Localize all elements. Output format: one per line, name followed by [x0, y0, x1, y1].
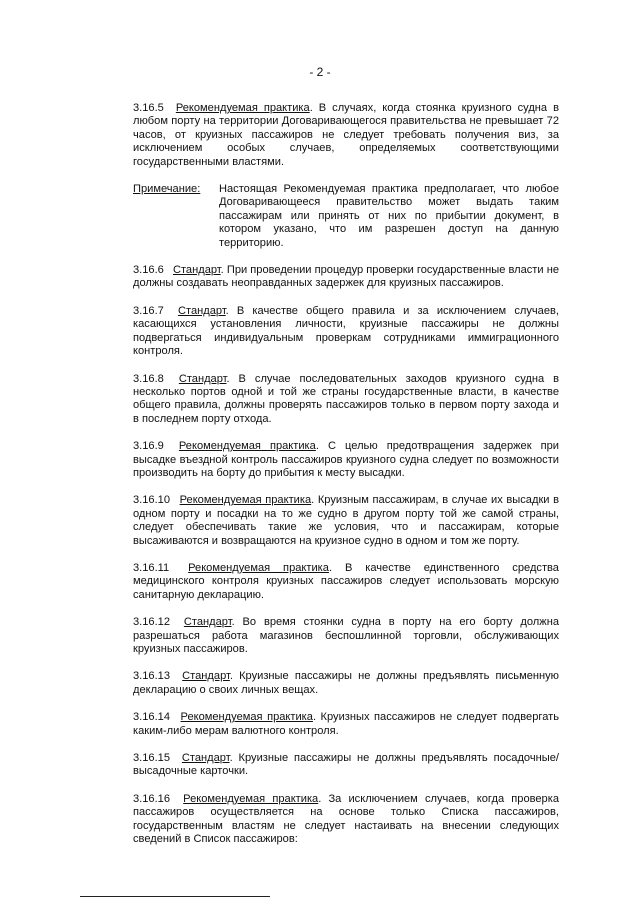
paragraph-number: 3.16.15	[133, 752, 171, 765]
paragraph-3-16-13: 3.16.13 Стандарт. Круизные пассажиры не должны предъявлять письменную декларацию о своих личных вещах.	[133, 670, 559, 696]
paragraph-type: Рекомендуемая практика	[178, 440, 316, 453]
paragraph-number: 3.16.13	[133, 670, 171, 683]
paragraph-number: 3.16.5	[133, 102, 164, 114]
paragraph-text: Во время стоянки судна в порту на его борту должна разрешаться работа магазинов беспошлинной торговли, обслуживающих круизных пассажиров.	[133, 616, 559, 655]
paragraph-3-16-5: 3.16.5 Рекомендуемая практика. В случаях, когда стоянка круизного судна в любом порту на территории Договаривающегося правительства не превышает 72 часов, от круизных пассажиров не следует требовать получения виз, за исключением особых случаев, определяемых соответствующими государственными властями.	[133, 102, 559, 168]
paragraph-type: Рекомендуемая практика	[179, 494, 312, 507]
paragraph-text: В качестве общего правила и за исключением случаев, касающихся установления личности, круизные пассажиры не должны подвергаться индивидуальным проверкам сотрудниками иммиграционного контроля.	[133, 304, 559, 358]
paragraph-3-16-11: 3.16.11 Рекомендуемая практика. В качестве единственного средства медицинского контроля круизных пассажиров следует использовать морскую санитарную декларацию.	[133, 561, 559, 601]
paragraph-type: Рекомендуемая практика	[188, 561, 329, 574]
paragraph-3-16-9: 3.16.9 Рекомендуемая практика. С целью предотвращения задержек при высадке въездной контроль пассажиров круизного судна следует по возможности производить на борту до прибытия к месту высадки.	[133, 440, 559, 479]
paragraph-3-16-8: 3.16.8 Стандарт. В случае последовательных заходов круизного судна в несколько портов одной и той же страны государственные власти, в качестве общего правила, должны проверять пассажиров только в первом порту захода и в последнем порту отхода.	[133, 372, 559, 425]
paragraph-text: С целью предотвращения задержек при высадке въездной контроль пассажиров круизного судна следует по возможности производить на борту до прибытия к месту высадки.	[133, 440, 559, 479]
paragraph-type: Стандарт	[172, 264, 221, 277]
paragraph-3-16-7: 3.16.7 Стандарт. В качестве общего правила и за исключением случаев, касающихся установления личности, круизные пассажиры не должны подвергаться индивидуальным проверкам сотрудниками иммиграционного контроля.	[133, 304, 559, 358]
document-body	[133, 102, 559, 860]
paragraph-text: При проведении процедур проверки государственные власти не должны создавать неоправданных задержек для круизных пассажиров.	[133, 264, 559, 290]
paragraph-text: Круизные пассажиры не должны предъявлять посадочные/высадочные карточки.	[133, 752, 559, 778]
paragraph-3-16-14: 3.16.14 Рекомендуемая практика. Круизных пассажиров не следует подвергать каким-либо мерам валютного контроля.	[133, 711, 559, 737]
paragraph-type: Рекомендуемая практика	[183, 792, 319, 805]
paragraph-3-16-12: 3.16.12 Стандарт. Во время стоянки судна в порту на его борту должна разрешаться работа магазинов беспошлинной торговли, обслуживающих круизных пассажиров.	[133, 616, 559, 655]
paragraph-number: 3.16.8	[133, 372, 164, 385]
paragraph-type: Стандарт	[183, 616, 232, 629]
paragraph-number: 3.16.7	[133, 304, 164, 317]
note-text: Настоящая Рекомендуемая практика предполагает, что любое Договаривающееся правительство может выдать таким пассажирам или принять от них по прибытии документ, в котором указано, что им разрешен доступ на данную территорию.	[219, 183, 559, 249]
paragraph-number: 3.16.14	[133, 711, 171, 724]
paragraph-text: В случае последовательных заходов круизного судна в несколько портов одной и той же страны государственные власти, в качестве общего правила, должны проверять пассажиров только в первом порту захода и в последнем порту отхода.	[133, 372, 559, 425]
paragraph-number: 3.16.11	[133, 561, 170, 574]
paragraph-text: В качестве единственного средства медицинского контроля круизных пассажиров следует использовать морскую санитарную декларацию.	[133, 561, 559, 601]
paragraph-type: Стандарт	[182, 670, 230, 683]
note	[133, 183, 559, 250]
paragraph-type: Стандарт	[181, 752, 230, 765]
paragraph-3-16-6: 3.16.6 Стандарт. При проведении процедур проверки государственные власти не должны создавать неоправданных задержек для круизных пассажиров.	[133, 264, 559, 290]
paragraph-number: 3.16.9	[133, 440, 164, 453]
paragraph-type: Рекомендуемая практика	[175, 102, 310, 114]
paragraph-number: 3.16.10	[133, 494, 171, 507]
paragraph-3-16-15: 3.16.15 Стандарт. Круизные пассажиры не должны предъявлять посадочные/высадочные карточки.	[133, 752, 559, 778]
paragraph-3-16-10: 3.16.10 Рекомендуемая практика. Круизным пассажирам, в случае их высадки в одном порту и посадки на то же судно в другом порту той же самой страны, следует обеспечивать такие же условия, что и пассажирам, которые высаживаются и возвращаются на круизное судно в одном и том же порту.	[133, 494, 559, 547]
paragraph-type: Стандарт	[177, 304, 226, 317]
paragraph-number: 3.16.6	[133, 264, 164, 277]
note-label: Примечание:	[133, 183, 201, 196]
paragraph-text: Круизных пассажиров не следует подвергать каким-либо мерам валютного контроля.	[133, 711, 559, 737]
paragraph-number: 3.16.12	[133, 616, 171, 629]
paragraph-text: Круизные пассажиры не должны предъявлять письменную декларацию о своих личных вещах.	[133, 670, 559, 696]
paragraph-text: Круизным пассажирам, в случае их высадки в одном порту и посадки на то же судно в другом порту той же самой страны, следует обеспечивать такие же условия, что и пассажирам, которые высаживаются и возвращаются на круизное судно в одном и том же порту.	[133, 494, 559, 547]
paragraph-type: Стандарт	[178, 372, 227, 385]
paragraph-3-16-16: 3.16.16 Рекомендуемая практика. За исключением случаев, когда проверка пассажиров осуществляется на основе только Списка пассажиров, государственным властям не следует настаивать на внесении следующих сведений в Список пассажиров:	[133, 792, 559, 846]
paragraph-text: За исключением случаев, когда проверка пассажиров осуществляется на основе только Списка пассажиров, государственным властям не следует настаивать на внесении следующих сведений в Список пассажиров:	[133, 792, 559, 846]
page-number: - 2 -	[309, 65, 331, 79]
footnote-divider	[80, 896, 270, 897]
paragraph-number: 3.16.16	[133, 792, 171, 805]
paragraph-text: В случаях, когда стоянка круизного судна в любом порту на территории Договаривающегося правительства не превышает 72 часов, от круизных пассажиров не следует требовать получения виз, за исключением особых случаев, определяемых соответствующими государственными властями.	[133, 102, 559, 168]
paragraph-type: Рекомендуемая практика	[180, 711, 313, 724]
